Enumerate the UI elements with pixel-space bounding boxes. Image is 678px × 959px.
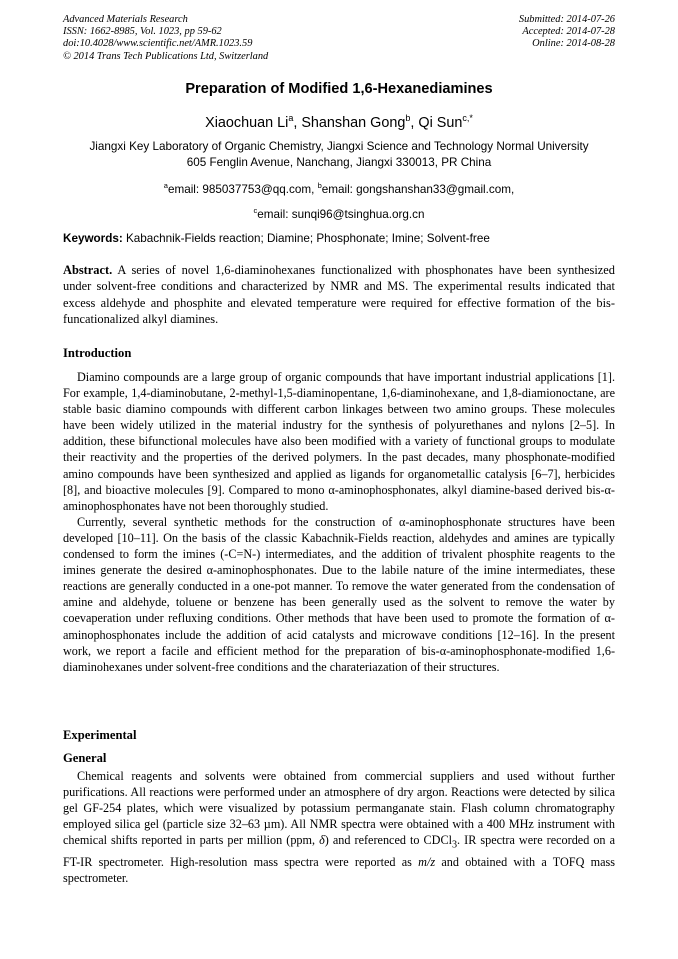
author-list (0, 113, 678, 131)
text-run: . IR spectra were recorded on a FT-IR spectrometer. High-resolution mass spectra were reported as (63, 833, 615, 869)
dates-info (519, 14, 615, 51)
keywords-label: Keywords: (63, 232, 123, 245)
delta-symbol: δ (319, 833, 325, 848)
online-date: Online: 2014-08-28 (532, 38, 615, 50)
author-name: Qi Sun (418, 114, 463, 131)
author-affil-mark: b (405, 113, 411, 123)
experimental-heading: Experimental (63, 728, 137, 742)
introduction-body (63, 369, 615, 675)
author-affil-mark: c,* (462, 113, 473, 123)
author-name: Xiaochuan Li (205, 114, 289, 131)
author-separator: , (410, 114, 419, 131)
keywords-line (63, 232, 623, 245)
text-run: Chemical reagents and solvents were obtained from commercial suppliers and used without further purifications. All reactions were performed under an atmosphere of dry argon. Reactions were detected by silica gel GF-254 plates, which were visualized by potassium permanganate stain. Flash column chromatography employed silica gel (particle size 32–63 µm). All NMR spectra were obtained with a 400 MHz instrument with chemical shifts reported in parts per million (ppm, (63, 769, 615, 848)
paragraph (63, 768, 615, 886)
keywords-text: Kabachnik-Fields reaction; Diamine; Phosphonate; Imine; Solvent-free (122, 232, 490, 245)
email-a[interactable]: email: 985037753@qq.com, (167, 182, 318, 196)
text-run: and obtained with a TOFQ mass spectrometer. (63, 854, 615, 885)
submitted-date: Submitted: 2014-07-26 (518, 14, 615, 25)
doi-line: doi:10.4028/www.scientific.net/AMR.1023.59 (63, 38, 253, 50)
email-c[interactable]: email: sunqi96@tsinghua.org.cn (257, 207, 425, 221)
author-emails (0, 175, 678, 225)
paragraph: Diamino compounds are a large group of organic compounds that have important industrial applications [1]. For example, 1,4-diaminobutane, 2-methyl-1,5-diaminopentane, 1,6-diaminohexane, and 1,8-diamionoctane, are stable basic diamino compounds with different carbon linkages between two amino groups. These molecules have been widely utilized in the material industry for the synthesis of polyurethanes and nylons [2–5]. In addition, these bifunctional molecules have also been modified with a variety of functional groups to modulate their reactivity and the properties of the derived polymers. In the past decades, many phosphonate-modified amino compounds have been synthesized and applied as ligands for organometallic catalysis [6–7], herbicides [8], and bioactive molecules [9]. Compared to mono α-aminophosphonates, alkyl diamine-based derived bis-α-aminophosphonates have not been thoroughly studied. (63, 370, 615, 513)
author-separator: , (293, 114, 302, 131)
journal-info (63, 14, 268, 63)
journal-name: Advanced Materials Research (63, 14, 188, 25)
abstract (63, 262, 615, 328)
experimental-body (63, 768, 615, 886)
abstract-text: A series of novel 1,6-diaminohexanes functionalized with phosphonates have been synthesized under solvent-free conditions and characterized by NMR and MS. The experimental results indicated that excess aldehyde and phosphite and elevated temperature were required for effective formation of the bis-funcationalized alkyl diamines. (63, 263, 615, 327)
subscript-3: 3 (451, 839, 458, 851)
issn-line: ISSN: 1662-8985, Vol. 1023, pp 59-62 (63, 26, 222, 38)
abstract-label: Abstract. (63, 263, 113, 277)
introduction-heading: Introduction (63, 346, 132, 360)
author-name: Shanshan Gong (301, 114, 406, 131)
affiliation-line: Jiangxi Key Laboratory of Organic Chemistry, Jiangxi Science and Technology Normal University (89, 140, 589, 153)
paragraph: Currently, several synthetic methods for the construction of α-aminophosphonate structures have been developed [10–11]. On the basis of the classic Kabachnik-Fields reaction, aldehydes and amines are typically condensed to form the imines (-C=N-) intermediates, and the addition of trivalent phosphite reagents to the imines generate the desired α-aminophosphonates. Due to the labile nature of the imine intermediates, these reactions are generally conducted in a one-pot manner. To remove the water generated from the condensation of amine and aldehyde, toluene or benzene has been generally used as the solvent to remove the water by coevaperation under refluxing conditions. Other methods that have been used to promote the formation of α-aminophosphonates include the addition of acid catalysts and microwave conditions [12–16]. In the present work, we report a facile and efficient method for the preparation of bis-α-aminophosphonate-modified 1,6-diaminohexanes under solvent-free conditions and the charateriazation of their structures. (63, 514, 615, 674)
text-run: ) and referenced to CDCl (324, 833, 452, 848)
email-mark: a (163, 181, 168, 190)
general-subheading: General (63, 751, 107, 765)
accepted-date: Accepted: 2014-07-28 (522, 26, 615, 38)
affiliation-line: 605 Fenglin Avenue, Nanchang, Jiangxi 330013, PR China (186, 156, 492, 170)
copyright-line: © 2014 Trans Tech Publications Ltd, Switzerland (63, 50, 269, 62)
email-mark: b (317, 181, 322, 190)
mz-italic: m/z (418, 854, 436, 869)
author-affil-mark: a (288, 113, 294, 123)
email-b[interactable]: email: gongshanshan33@gmail.com, (321, 182, 515, 196)
email-mark: c (253, 205, 258, 215)
affiliation (40, 139, 638, 172)
paper-title: Preparation of Modified 1,6-Hexanediamines (185, 81, 493, 97)
